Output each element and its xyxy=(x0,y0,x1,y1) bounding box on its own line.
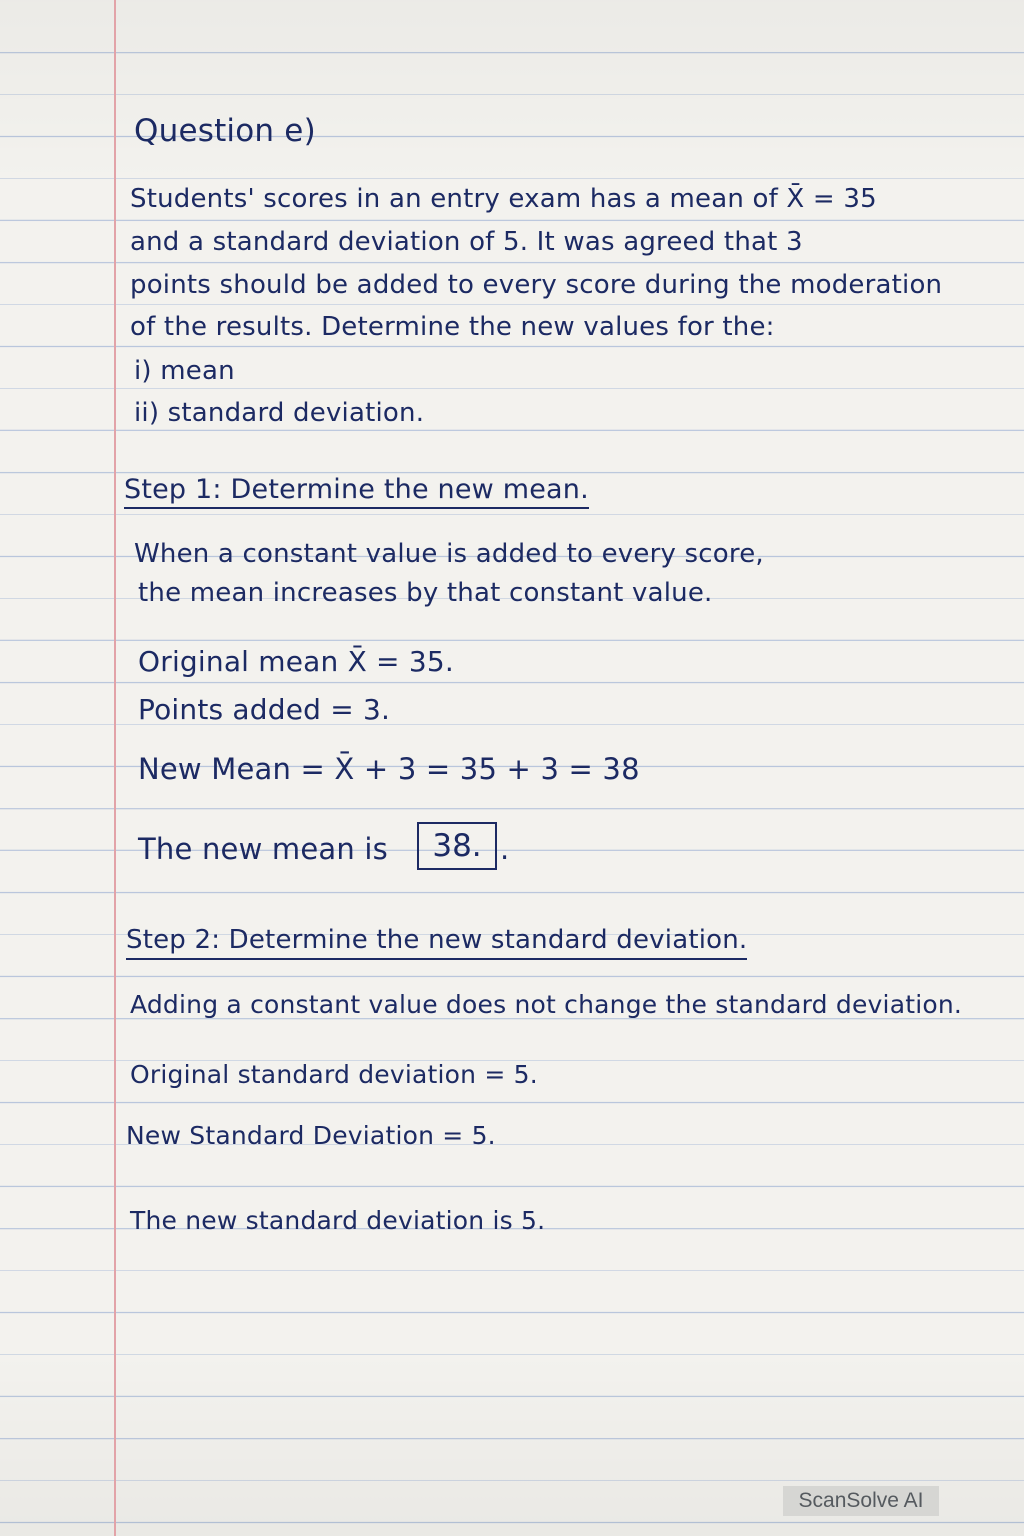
question-line-4: of the results. Determine the new values for the: xyxy=(130,312,775,342)
question-part-ii: ii) standard deviation. xyxy=(134,398,425,428)
question-line-2: and a standard deviation of 5. It was agreed that 3 xyxy=(130,227,803,257)
step1-explanation-line-1: When a constant value is added to every score, xyxy=(134,539,764,569)
step2-explanation: Adding a constant value does not change the standard deviation. xyxy=(130,990,963,1019)
original-standard-deviation: Original standard deviation = 5. xyxy=(130,1060,538,1089)
question-line-3: points should be added to every score during the moderation xyxy=(130,270,943,300)
points-added: Points added = 3. xyxy=(138,693,391,726)
new-standard-deviation: New Standard Deviation = 5. xyxy=(126,1121,496,1150)
original-mean: Original mean X̄ = 35. xyxy=(138,645,454,678)
step1-heading: Step 1: Determine the new mean. xyxy=(124,474,589,509)
red-margin-line xyxy=(114,0,116,1536)
new-mean-answer-box: 38. xyxy=(417,822,497,870)
answer-trailing-period: . xyxy=(500,832,510,866)
scansolve-watermark: ScanSolve AI xyxy=(783,1486,939,1516)
question-title: Question e) xyxy=(134,113,316,149)
step2-heading: Step 2: Determine the new standard deviation. xyxy=(126,925,747,960)
new-mean-calculation: New Mean = X̄ + 3 = 35 + 3 = 38 xyxy=(138,752,640,786)
question-part-i: i) mean xyxy=(134,356,235,386)
new-mean-conclusion: The new mean is xyxy=(138,832,388,866)
standard-deviation-conclusion: The new standard deviation is 5. xyxy=(130,1206,546,1235)
question-line-1: Students' scores in an entry exam has a mean of X̄ = 35 xyxy=(130,184,877,214)
step1-explanation-line-2: the mean increases by that constant value. xyxy=(138,578,713,608)
